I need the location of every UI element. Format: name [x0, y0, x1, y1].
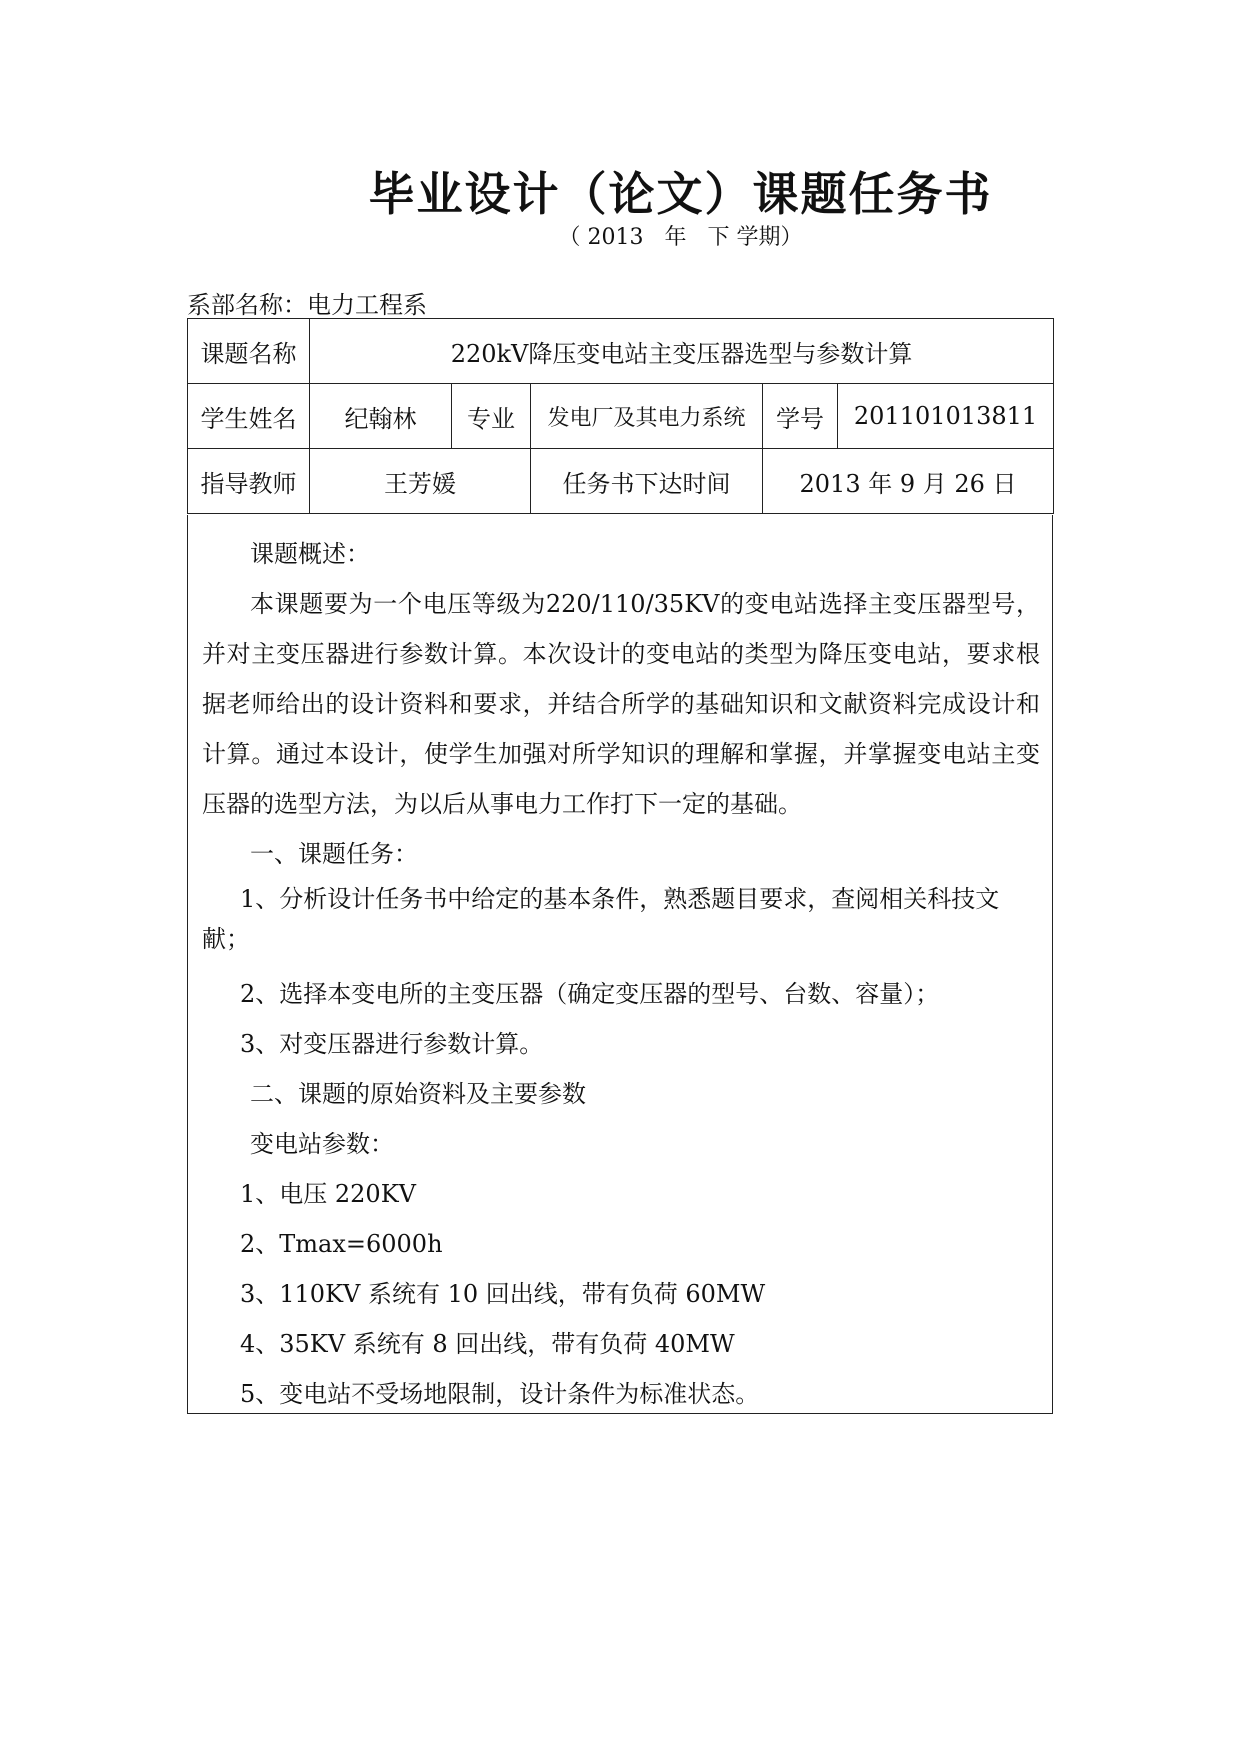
task-heading: 一、课题任务：	[250, 840, 418, 868]
semester-line: （ 2013 年 下 学期）	[558, 225, 803, 250]
document-title: 毕业设计（论文）课题任务书	[368, 167, 993, 221]
topic-label: 课题名称	[188, 319, 310, 384]
params-heading: 变电站参数：	[250, 1130, 394, 1158]
department-name: 系部名称：电力工程系	[187, 291, 427, 319]
advisor-label: 指导教师	[188, 449, 310, 514]
param-item: 1、电压 220KV	[240, 1180, 416, 1208]
major-value: 发电厂及其电力系统	[531, 384, 763, 449]
task-item: 2、选择本变电所的主变压器（确定变压器的型号、台数、容量）；	[240, 980, 940, 1008]
student-row	[188, 384, 1054, 449]
param-item: 4、35KV 系统有 8 回出线，带有负荷 40MW	[240, 1330, 735, 1358]
data-heading: 二、课题的原始资料及主要参数	[250, 1080, 586, 1108]
student-value: 纪翰林	[310, 384, 452, 449]
issue-label: 任务书下达时间	[531, 449, 763, 514]
overview-text: 本课题要为一个电压等级为220/110/35KV的变电站选择主变压器型号，并对主变压器进行参数计算。本次设计的变电站的类型为降压变电站，要求根据老师给出的设计资料和要求，并结合所学的基础知识和文献资料完成设计和计算。通过本设计，使学生加强对所学知识的理解和掌握，并掌握变电站主变压器的选型方法，为以后从事电力工作打下一定的基础。	[202, 590, 1040, 818]
topic-value: 220kV降压变电站主变压器选型与参数计算	[310, 319, 1054, 384]
topic-row	[188, 319, 1054, 384]
major-label: 专业	[452, 384, 531, 449]
id-label: 学号	[763, 384, 838, 449]
advisor-row	[188, 449, 1054, 514]
param-item: 5、变电站不受场地限制，设计条件为标准状态。	[240, 1380, 760, 1408]
overview-heading: 课题概述：	[250, 540, 370, 568]
student-label: 学生姓名	[188, 384, 310, 449]
content-section	[187, 515, 1053, 1414]
task-item: 3、对变压器进行参数计算。	[240, 1030, 544, 1058]
param-item: 2、Tmax=6000h	[240, 1230, 443, 1258]
param-item: 3、110KV 系统有 10 回出线，带有负荷 60MW	[240, 1280, 766, 1308]
task-item: 1、分析设计任务书中给定的基本条件，熟悉题目要求，查阅相关科技文献；	[202, 885, 1000, 953]
info-table	[187, 318, 1054, 514]
id-value: 201101013811	[838, 384, 1054, 449]
advisor-value: 王芳媛	[310, 449, 531, 514]
issue-value: 2013 年 9 月 26 日	[763, 449, 1054, 514]
